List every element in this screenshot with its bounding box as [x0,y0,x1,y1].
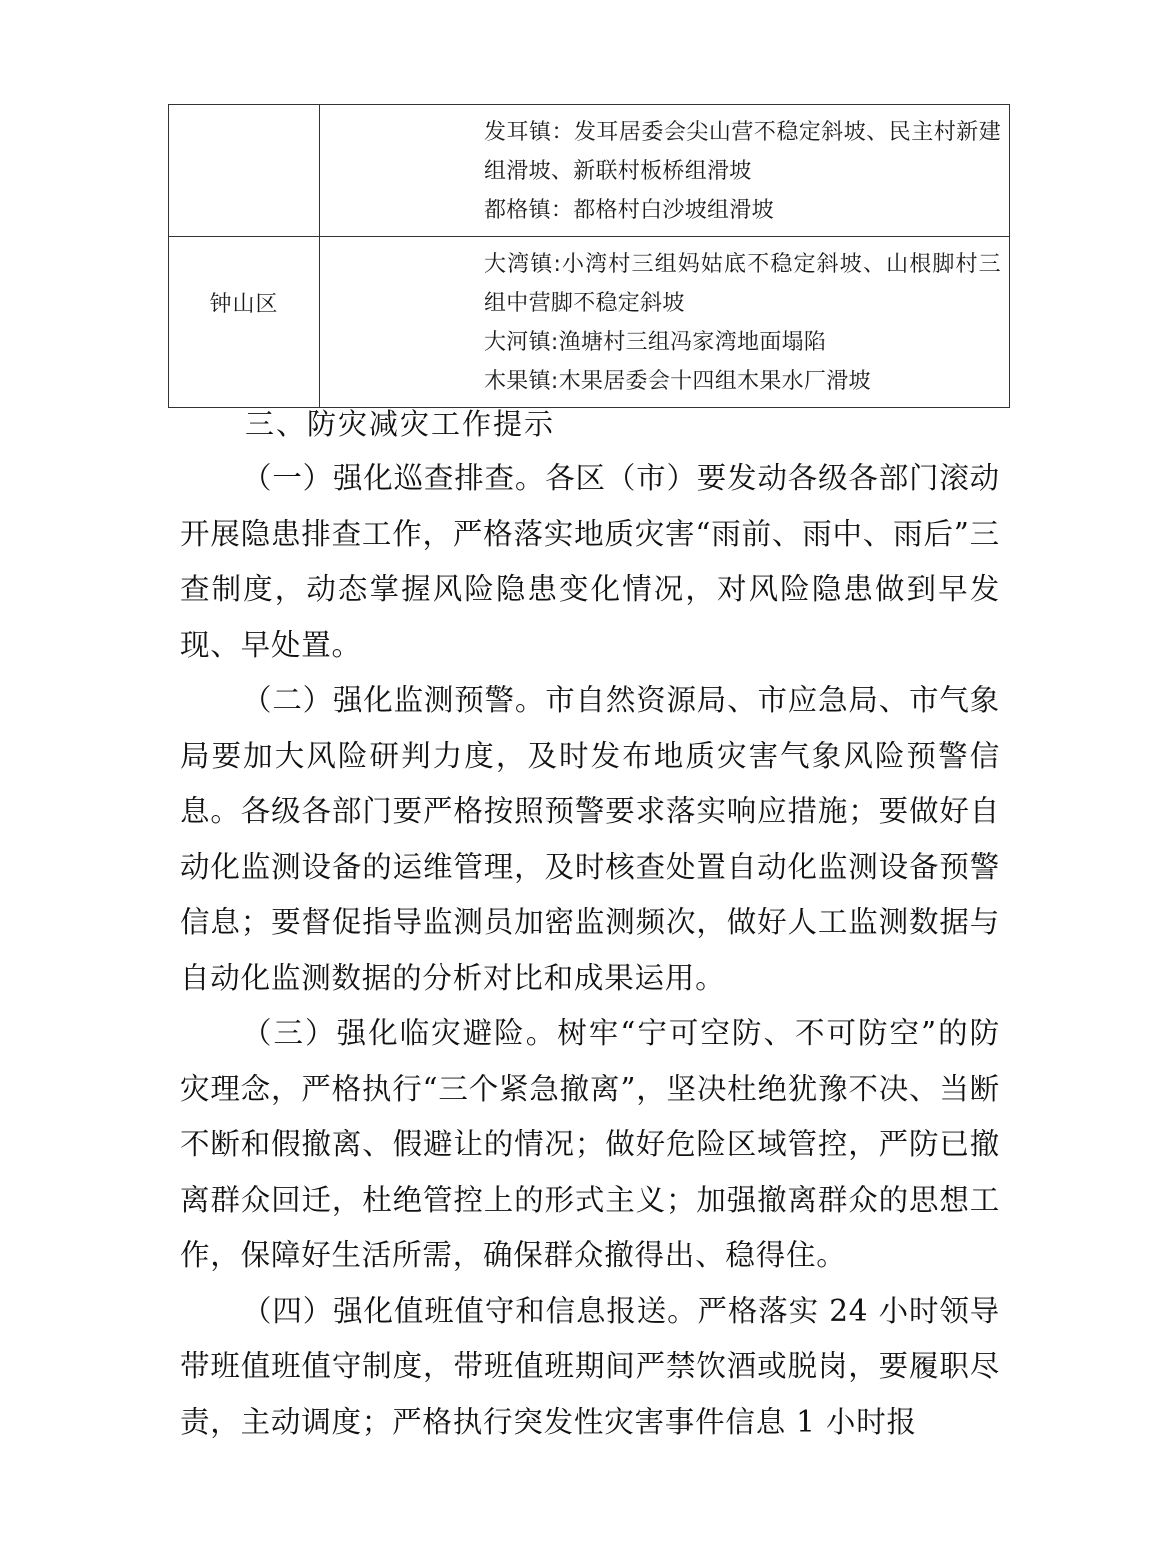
paragraph-text: 各区（市）要发动各级各部门滚动开展隐患排查工作，严格落实地质灾害“雨前、雨中、雨后”三查制度，动态掌握风险隐患变化情况，对风险隐患做到早发现、早处置。 [180,461,1000,662]
town-hazard-entry: 都格镇：都格村白沙坡组滑坡 [484,198,774,223]
paragraph-4 [180,1284,1000,1451]
paragraph-1 [180,451,1000,673]
town-hazard-entry: 发耳镇：发耳居委会尖山营不稳定斜坡、民主村新建组滑坡、新联村板桥组滑坡 [484,120,1001,184]
paragraph-lead: （四）强化值班值守和信息报送。 [242,1293,698,1328]
hazard-detail-cell [320,237,1010,408]
paragraph-3 [180,1006,1000,1284]
paragraph-lead: （一）强化巡查排查。 [242,461,546,495]
paragraph-text: 严格落实 24 小时领导带班值班值守制度，带班值班期间严禁饮酒或脱岗，要履职尽责，主动调度；严格执行突发性灾害事件信息 1 小时报 [180,1293,1000,1439]
paragraph-lead: （二）强化监测预警。 [242,683,546,717]
paragraph-lead: （三）强化临灾避险。 [242,1016,558,1050]
paragraph-text: 市自然资源局、市应急局、市气象局要加大风险研判力度，及时发布地质灾害气象风险预警信息。各级各部门要严格按照预警要求落实响应措施；要做好自动化监测设备的运维管理，及时核查处置自动化监测设备预警信息；要督促指导监测员加密监测频次，做好人工监测数据与自动化监测数据的分析对比和成果运用。 [180,683,1000,995]
paragraph-2 [180,673,1000,1006]
town-hazard-entry: 大河镇:渔塘村三组冯家湾地面塌陷 [484,330,827,355]
body-text [180,451,1000,1450]
district-name: 钟山区 [209,291,279,317]
district-cell [169,105,320,237]
town-hazard-entry: 大湾镇:小湾村三组妈姑底不稳定斜坡、山根脚村三组中营脚不稳定斜坡 [484,252,1001,316]
table-row [169,105,1010,237]
table-row [169,237,1010,408]
hazard-detail-cell [320,105,1010,237]
paragraph-text: 树牢“宁可空防、不可防空”的防灾理念，严格执行“三个紧急撤离”，坚决杜绝犹豫不决、当断不断和假撤离、假避让的情况；做好危险区域管控，严防已撤离群众回迁，杜绝管控上的形式主义；加强撤离群众的思想工作，保障好生活所需，确保群众撤得出、稳得住。 [180,1016,1000,1272]
hazard-table [168,104,1010,408]
section-heading: 三、防灾减灾工作提示 [245,407,556,441]
district-cell [169,237,320,408]
town-hazard-entry: 木果镇:木果居委会十四组木果水厂滑坡 [484,369,871,394]
